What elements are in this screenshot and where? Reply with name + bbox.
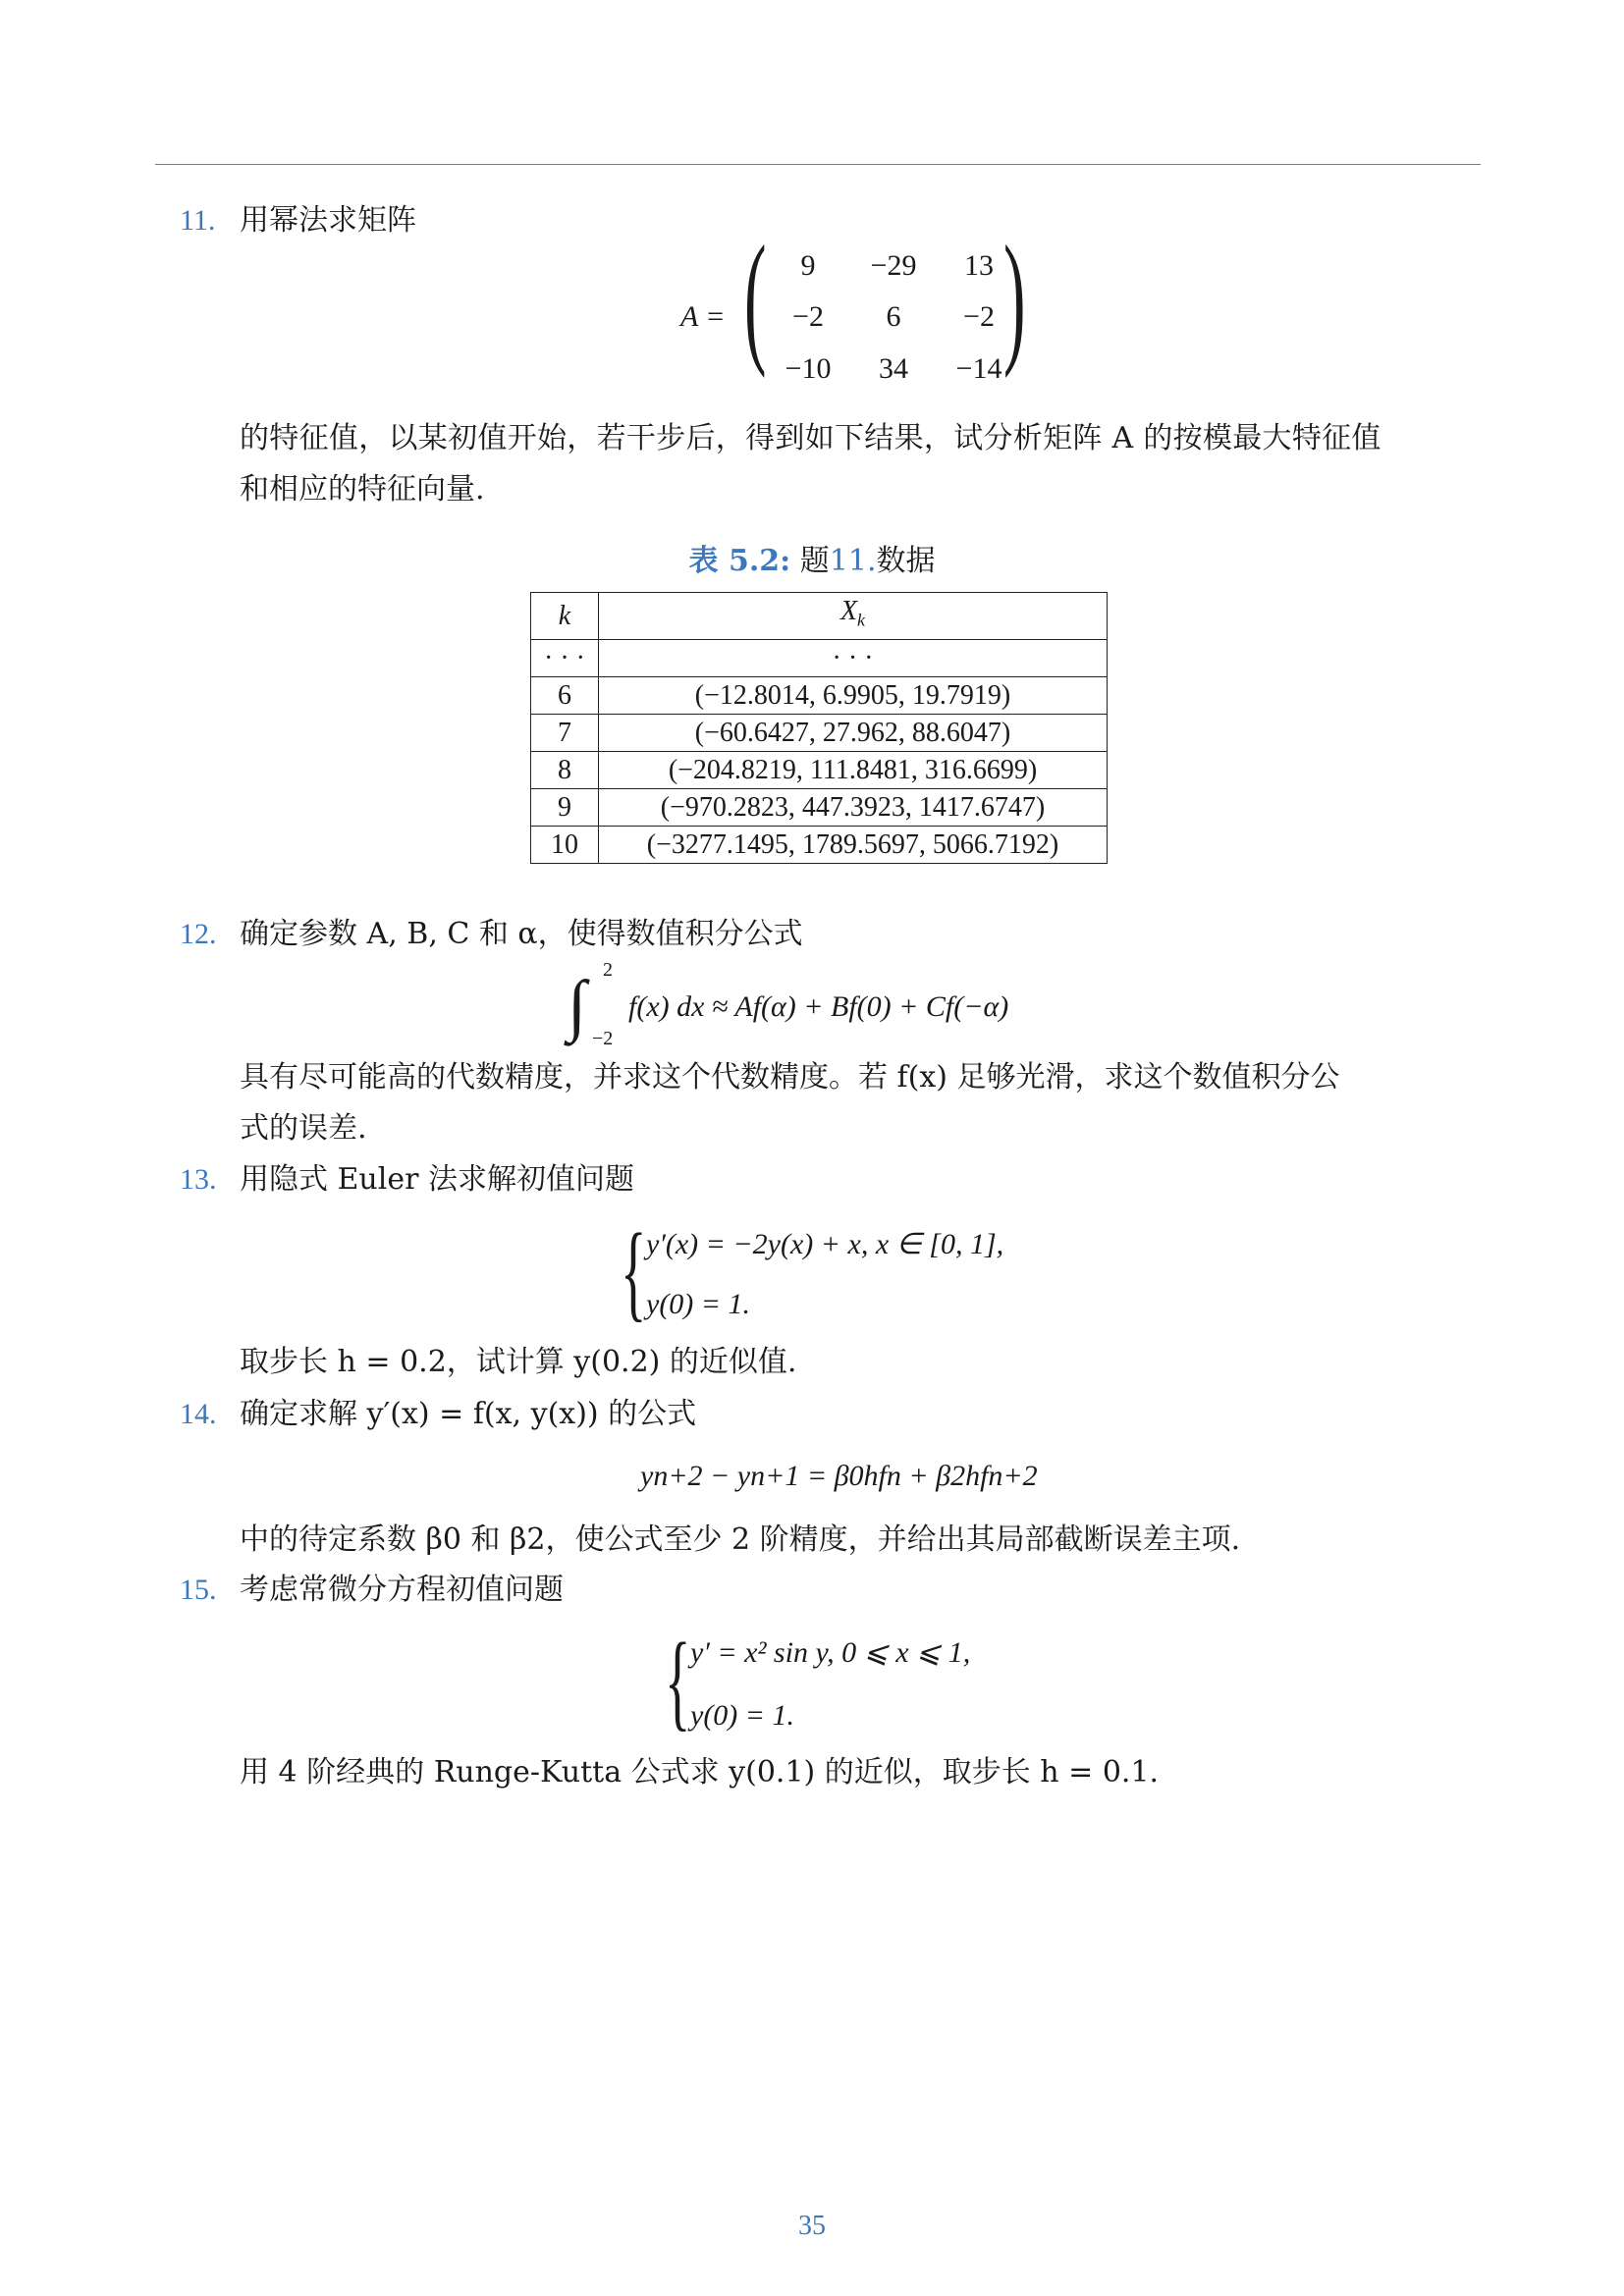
cell-xk: · · · [599,639,1108,676]
cell-k: 8 [531,751,599,788]
ode-equation: y′(x) = −2y(x) + x, x ∈ [0, 1], [646,1228,1004,1260]
cell-xk: (−12.8014, 6.9905, 19.7919) [599,676,1108,714]
header-xk: $X_k$ [599,593,1108,640]
problem-14-number: 14. [180,1398,217,1430]
matrix-cell: −29 [870,249,917,282]
problem-13-text: 用隐式 Euler 法求解初值问题 [240,1162,634,1197]
cell-k: 9 [531,788,599,826]
table-row [531,676,1108,714]
matrix-cell: 13 [964,249,994,282]
matrix-label: A = [680,300,726,333]
caption-label: 表 5.2: [688,544,791,578]
problem-15-number: 15. [180,1574,217,1606]
problem-11-number: 11. [180,204,216,237]
integral-upper-limit: 2 [603,959,613,981]
system-brace: { [621,1211,647,1331]
initial-condition: y(0) = 1. [646,1288,751,1320]
matrix-cell: −2 [963,300,995,333]
cell-xk: (−204.8219, 111.8481, 316.6699) [599,751,1108,788]
initial-condition: y(0) = 1. [690,1699,795,1732]
problem-11-text: 用幂法求矩阵 [240,203,416,238]
matrix-cell: −10 [785,352,832,385]
caption-text: 题 [799,544,830,578]
matrix-left-paren: ( [744,216,767,379]
problem-11-text-3: 和相应的特征向量. [240,472,485,507]
problem-15-text: 考虑常微分方程初值问题 [240,1573,564,1607]
problem-13-number: 13. [180,1163,217,1196]
cell-xk: (−970.2823, 447.3923, 1417.6747) [599,788,1108,826]
integral-formula: f(x) dx ≈ Af(α) + Bf(0) + Cf(−α) [628,990,1009,1023]
cell-k: 7 [531,714,599,751]
table-row [531,788,1108,826]
cell-k: 6 [531,676,599,714]
problem-12-text-3: 式的误差. [240,1111,367,1146]
caption-ref-link[interactable]: 11. [829,544,877,578]
matrix-cell: 9 [800,249,816,282]
header-k: k [531,593,599,640]
problem-12-text-2: 具有尽可能高的代数精度，并求这个代数精度。若 f(x) 足够光滑，求这个数值积分公 [240,1060,1340,1095]
matrix-cell: 6 [886,300,901,333]
matrix-cell: −14 [955,352,1002,385]
problem-12-number: 12. [180,918,217,950]
caption-suffix: 数据 [876,544,936,578]
table-row [531,639,1108,676]
matrix-cell: 34 [879,352,908,385]
system-brace: { [665,1621,691,1740]
table-row [531,714,1108,751]
problem-15-text-2: 用 4 阶经典的 Runge-Kutta 公式求 y(0.1) 的近似，取步长 h = 0.1. [240,1755,1160,1789]
matrix-right-paren: ) [1003,216,1026,379]
problem-14-text: 确定求解 y′(x) = f(x, y(x)) 的公式 [240,1397,697,1431]
multistep-formula: yn+2 − yn+1 = β0hfn + β2hfn+2 [640,1460,1038,1492]
problem-11-text-2: 的特征值，以某初值开始，若干步后，得到如下结果，试分析矩阵 A 的按模最大特征值 [240,421,1381,455]
problem-13-text-2: 取步长 h = 0.2，试计算 y(0.2) 的近似值. [240,1345,797,1379]
data-table [530,592,1108,864]
problem-14-text-2: 中的待定系数 β0 和 β2，使公式至少 2 阶精度，并给出其局部截断误差主项. [240,1522,1241,1557]
cell-xk: (−60.6427, 27.962, 88.6047) [599,714,1108,751]
ode-equation: y′ = x² sin y, 0 ⩽ x ⩽ 1, [690,1636,971,1669]
header-rule [155,164,1481,165]
matrix-cell: −2 [792,300,824,333]
table-row [531,751,1108,788]
table-header-row [531,593,1108,640]
integral-sign: ∫ [568,968,587,1043]
problem-12-text: 确定参数 A, B, C 和 α，使得数值积分公式 [240,917,803,951]
cell-xk: (−3277.1495, 1789.5697, 5066.7192) [599,826,1108,863]
page-number: 35 [798,2211,826,2241]
table-caption [0,544,1624,579]
integral-lower-limit: −2 [592,1028,614,1049]
cell-k: · · · [531,639,599,676]
table-row [531,826,1108,863]
cell-k: 10 [531,826,599,863]
